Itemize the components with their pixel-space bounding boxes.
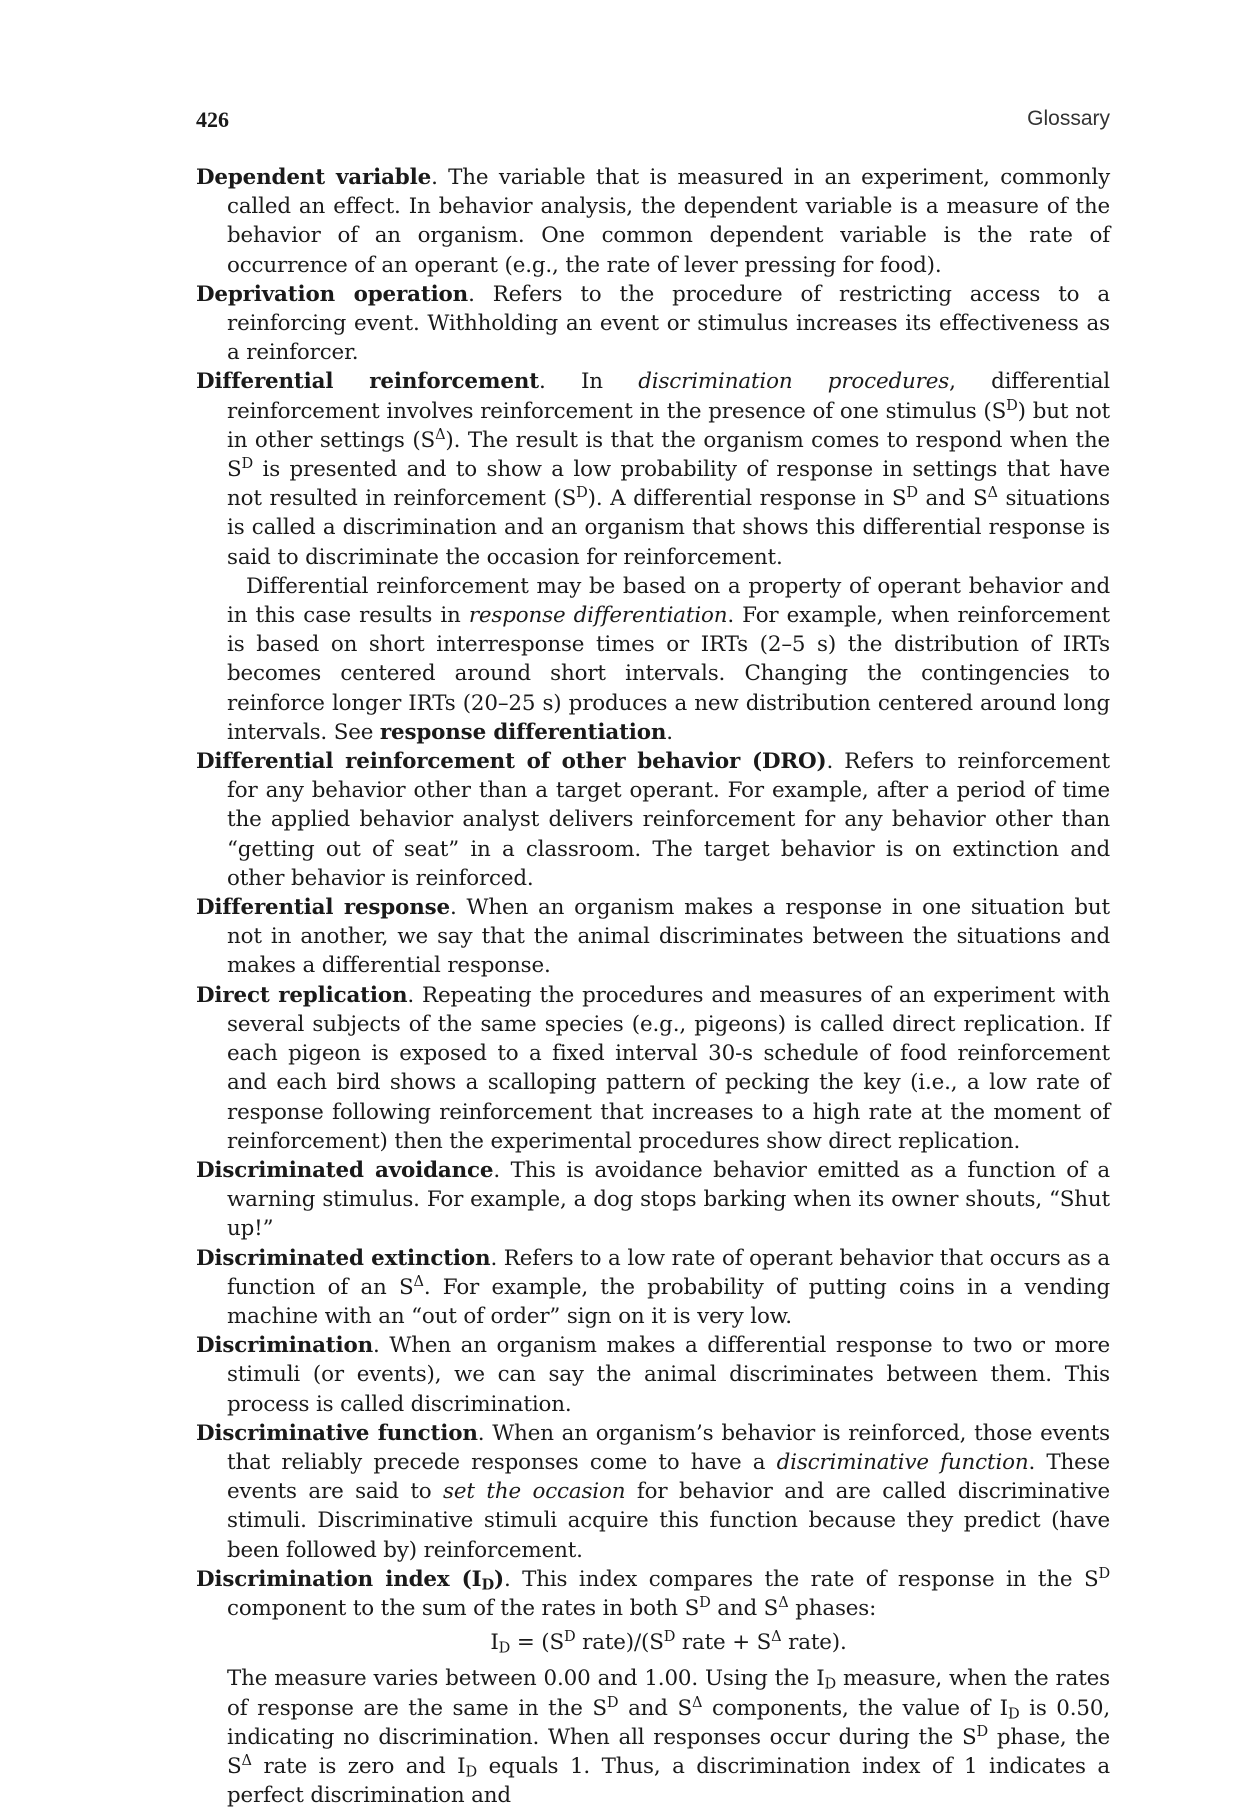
definition-text: and xyxy=(917,486,973,512)
entry-differential-response xyxy=(196,893,1110,981)
definition-text: equals 1. Thus, a discrimination index of 1 indicates a perfect discrimination and xyxy=(227,1753,1110,1809)
definition-text: phases: xyxy=(788,1595,877,1621)
definition-text: Differential reinforcement may be based on a property of operant behavior and in this case results in xyxy=(227,573,1110,629)
definition-text: components, the value of xyxy=(702,1695,1000,1721)
entry-term: Direct replication xyxy=(196,982,408,1008)
symbol-sd: $S^D$ xyxy=(592,1693,619,1721)
symbol-id: $I_D$ xyxy=(999,1695,1020,1723)
running-head xyxy=(196,107,1110,139)
symbol-sd: $S^D$ xyxy=(1083,1564,1110,1592)
definition-text: and xyxy=(618,1695,678,1721)
entry-term: Discriminated extinction xyxy=(196,1245,491,1271)
definition-text: The measure varies between 0.00 and 1.00. Using the xyxy=(227,1666,817,1692)
entry-term: Differential reinforcement of other behavior (DRO) xyxy=(196,749,827,775)
symbol-sd: $S^D$ xyxy=(961,1722,988,1750)
symbol-sd: $S^D$ xyxy=(991,396,1018,424)
glossary-content xyxy=(196,163,1110,1810)
definition-text: component to the sum of the rates in both xyxy=(227,1595,685,1621)
entry-term: Differential response xyxy=(196,895,450,921)
entry-definition: . When an organism makes a differential response to two or more stimuli (or events), we can say the animal discriminates between them. This process is called discrimination. xyxy=(227,1333,1110,1417)
section-title: Glossary xyxy=(1027,107,1110,130)
entry-term: Discrimination index $(I_D)$ xyxy=(196,1566,504,1594)
entry-term: Differential reinforcement xyxy=(196,369,539,395)
entry-definition: . Repeating the procedures and measures of an experiment with several subjects of the same species (e.g., pigeons) is called direct replication. If each pigeon is exposed to a fixed interval 30-s schedule of food reinforcement and each bird shows a scalloping pattern of pecking the key (i.e., a low rate of response following reinforcement that increases to a high rate at the moment of reinforcement) then the experimental procedures show direct replication. xyxy=(227,982,1110,1154)
entry-differential-reinforcement-para2 xyxy=(196,572,1110,747)
symbol-sdelta: $S^\Delta$ xyxy=(763,1593,789,1621)
entry-dependent-variable xyxy=(196,163,1110,280)
entry-differential-reinforcement xyxy=(196,367,1110,571)
entry-term: Discriminated avoidance xyxy=(196,1157,494,1183)
symbol-sd: $S^D$ xyxy=(549,1628,576,1656)
emphasis-text: discriminative function xyxy=(776,1449,1029,1475)
definition-text: . In xyxy=(538,369,639,395)
definition-text: for behavior and are called discriminative stimuli. Discriminative stimuli acquire this function because they predict (have been followed by) reinforcement. xyxy=(227,1479,1110,1563)
definition-text: . For example, the probability of putting coins in a vending machine with an “out of order” sign on it is very low. xyxy=(227,1274,1111,1329)
entry-discrimination-index-para2 xyxy=(196,1664,1110,1810)
page-number: 426 xyxy=(196,107,229,132)
entry-discriminated-avoidance xyxy=(196,1156,1110,1244)
definition-text: ). A differential response in xyxy=(587,486,892,512)
symbol-sdelta: $S^\Delta$ xyxy=(227,1751,252,1779)
entry-term: Deprivation operation xyxy=(196,281,469,307)
symbol-sdelta: $S^\Delta$ xyxy=(756,1628,782,1656)
cross-reference: response differentiation xyxy=(379,719,667,745)
emphasis-text: discrimination procedures xyxy=(638,369,950,395)
definition-text: and xyxy=(710,1595,764,1621)
symbol-sd: $S^D$ xyxy=(227,455,254,483)
definition-text: measure, when the rates of response are the same in the xyxy=(227,1666,1110,1721)
entry-direct-replication xyxy=(196,981,1110,1156)
definition-text: rate is zero and xyxy=(251,1753,458,1779)
definition-text: , differential reinforcement involves reinforcement in the presence of one stimulus ( xyxy=(227,369,1110,424)
entry-definition: . When an organism makes a response in one situation but not in another, we say that the animal discriminates between the situations and makes a differential response. xyxy=(227,895,1110,979)
symbol-sd: $S^D$ xyxy=(891,484,918,512)
definition-text: . For example, when reinforcement is based on short interresponse times or IRTs (2–5 s) the distribution of IRTs becomes centered around short intervals. Changing the contingencies to reinforce longer IRTs (20–25 s) produces a new distribution centered around long intervals. See xyxy=(227,603,1110,745)
entry-discrimination xyxy=(196,1331,1110,1419)
definition-text: situations is called a discrimination and an organism that shows this differential response is said to discriminate the occasion for reinforcement. xyxy=(227,486,1110,570)
definition-text: . Refers to a low rate of operant behavior that occurs as a function of an xyxy=(227,1245,1110,1300)
definition-text: . When an organism’s behavior is reinforced, those events that reliably precede responses come to have a xyxy=(227,1420,1110,1475)
emphasis-text: response differentiation xyxy=(468,603,728,629)
entry-deprivation-operation xyxy=(196,280,1110,368)
symbol-id: $I_D$ xyxy=(490,1630,511,1657)
definition-text: ) but not in other settings ( xyxy=(227,398,1110,453)
entry-discrimination-index xyxy=(196,1565,1110,1623)
definition-text: . These events are said to xyxy=(227,1449,1110,1505)
entry-dro xyxy=(196,747,1110,893)
symbol-sdelta: $S^\Delta$ xyxy=(398,1272,424,1300)
entry-definition: . The variable that is measured in an experiment, commonly called an effect. In behavior analysis, the dependent variable is a measure of the behavior of an organism. One common dependent variable is the rate of occurrence of an operant (e.g., the rate of lever pressing for food). xyxy=(227,165,1110,278)
symbol-sdelta: $S^\Delta$ xyxy=(972,484,998,512)
symbol-sd: $S^D$ xyxy=(649,1628,676,1656)
definition-text: ). The result is that the organism comes to respond when the xyxy=(445,427,1110,453)
definition-text: . xyxy=(666,719,673,745)
emphasis-text: set the occasion xyxy=(443,1479,626,1505)
definition-text: phase, the xyxy=(987,1724,1110,1750)
entry-definition: . Refers to the procedure of restricting access to a reinforcing event. Withholding an event or stimulus increases its effectiveness as a reinforcer. xyxy=(227,281,1110,366)
entry-term: Discrimination xyxy=(196,1333,374,1359)
entry-definition: . Refers to reinforcement for any behavior other than a target operant. For example, after a period of time the applied behavior analyst delivers reinforcement for any behavior other than “getting out of seat” in a classroom. The target behavior is on extinction and other behavior is reinforced. xyxy=(227,749,1110,891)
entry-discriminative-function xyxy=(196,1419,1110,1565)
discrimination-index-equation: $I_D = (S^D$ $rate)/(S^D$ rate + $S^\Delta$ rate). xyxy=(490,1628,847,1657)
entry-term: Dependent variable xyxy=(196,165,432,190)
entry-discriminated-extinction xyxy=(196,1244,1110,1332)
symbol-id: $I_D$ xyxy=(457,1753,477,1781)
definition-text: is 0.50, indicating no discrimination. When all responses occur during the xyxy=(227,1695,1110,1750)
definition-text: . This index compares the rate of response in the xyxy=(503,1566,1084,1592)
symbol-sdelta: $S^\Delta$ xyxy=(420,425,446,453)
entry-term: Discriminative function xyxy=(196,1420,478,1446)
symbol-sdelta: $S^\Delta$ xyxy=(677,1693,703,1721)
entry-definition: . This is avoidance behavior emitted as a function of a warning stimulus. For example, a dog stops barking when its owner shouts, “Shut up!” xyxy=(227,1157,1110,1242)
definition-text: is presented and to show a low probability of response in settings that have not resulted in reinforcement ( xyxy=(227,457,1110,512)
symbol-sd: $S^D$ xyxy=(684,1593,711,1621)
symbol-id: $I_D$ xyxy=(816,1666,837,1693)
symbol-sd: $S^D$ xyxy=(561,484,588,512)
